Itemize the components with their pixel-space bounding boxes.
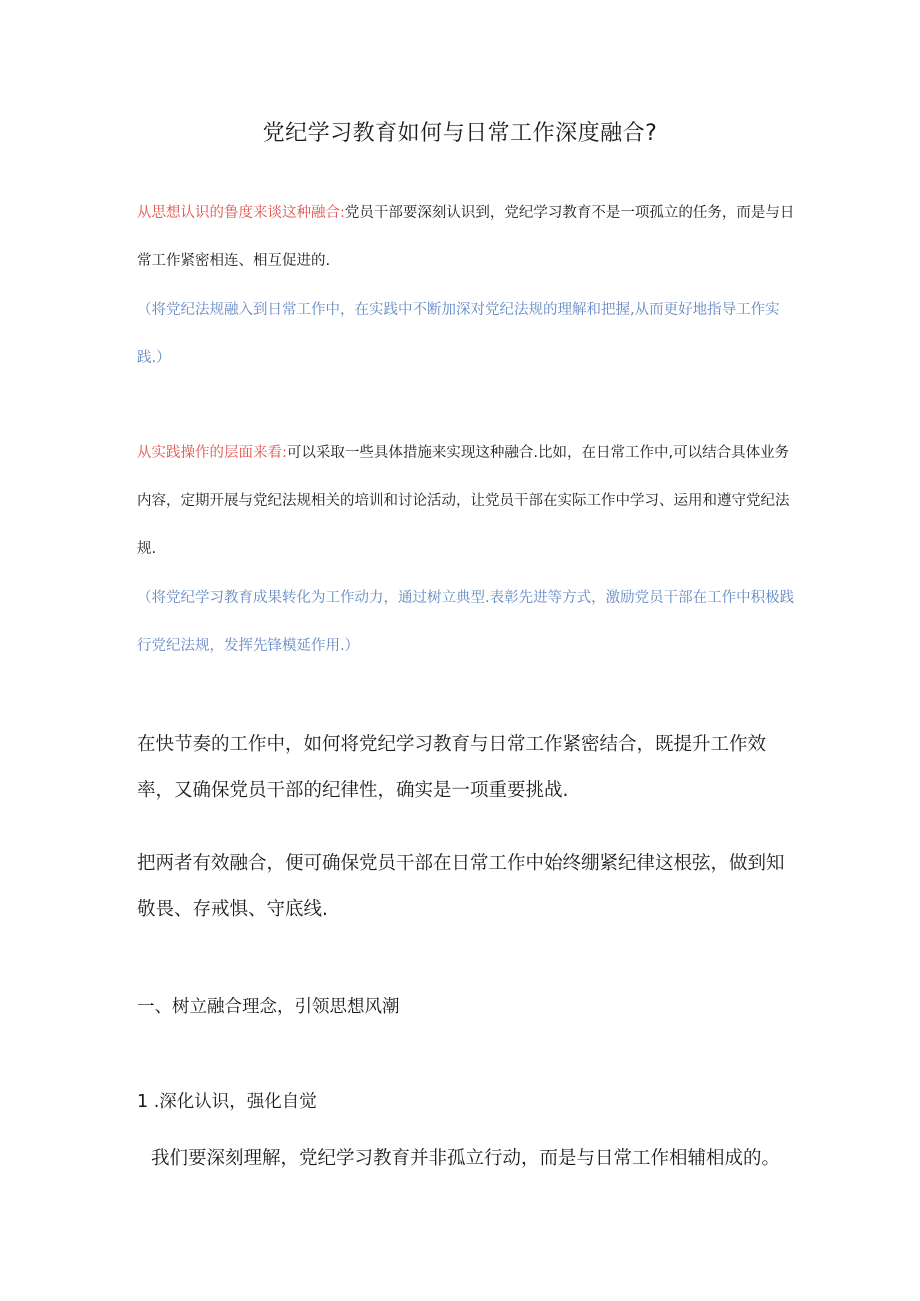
subsection-heading-1: 1 .深化认识，强化自觉 bbox=[137, 1092, 317, 1112]
section2-label: 从实践操作的层面来看: bbox=[137, 445, 287, 461]
section2-paragraph bbox=[137, 429, 797, 573]
body-paragraph-2: 把两者有效融合，便可确保党员干部在日常工作中始终绷紧纪律这根弦，做到知敬畏、存戒惧、守底线. bbox=[137, 853, 785, 920]
section2-text: 可以采取一些具体措施来实现这种融合.比如，在日常工作中,可以结合具体业务内容，定期开展与党纪法规相关的培训和讨论活动，让党员干部在实际工作中学习、运用和遵守党纪法规. bbox=[137, 445, 790, 557]
body-paragraph-1: 在快节奏的工作中，如何将党纪学习教育与日常工作紧密结合，既提升工作效率，又确保党员干部的纪律性，确实是一项重要挑战. bbox=[137, 734, 767, 801]
body-paragraph-3: 我们要深刻理解，党纪学习教育并非孤立行动，而是与日常工作相辅相成的。 bbox=[151, 1148, 781, 1169]
page-title: 党纪学习教育如何与日常工作深度融合? bbox=[262, 121, 658, 146]
note1-paragraph: （将党纪法规融入到日常工作中，在实践中不断加深对党纪法规的理解和把握,从而更好地指导工作实践.） bbox=[137, 302, 780, 366]
section1-paragraph bbox=[137, 189, 797, 285]
note2-paragraph: （将党纪学习教育成果转化为工作动力，通过树立典型.表彰先进等方式，激励党员干部在工作中积极践行党纪法规，发挥先锋模延作用.） bbox=[137, 590, 795, 654]
section1-label: 从思想认识的鲁度来谈这种融合: bbox=[137, 205, 345, 221]
section1-text: 党员干部要深刻认识到，党纪学习教育不是一项孤立的任务，而是与日常工作紧密相连、相互促进的. bbox=[137, 205, 795, 269]
section-heading-1: 一、树立融合理念，引领思想风潮 bbox=[137, 997, 400, 1017]
